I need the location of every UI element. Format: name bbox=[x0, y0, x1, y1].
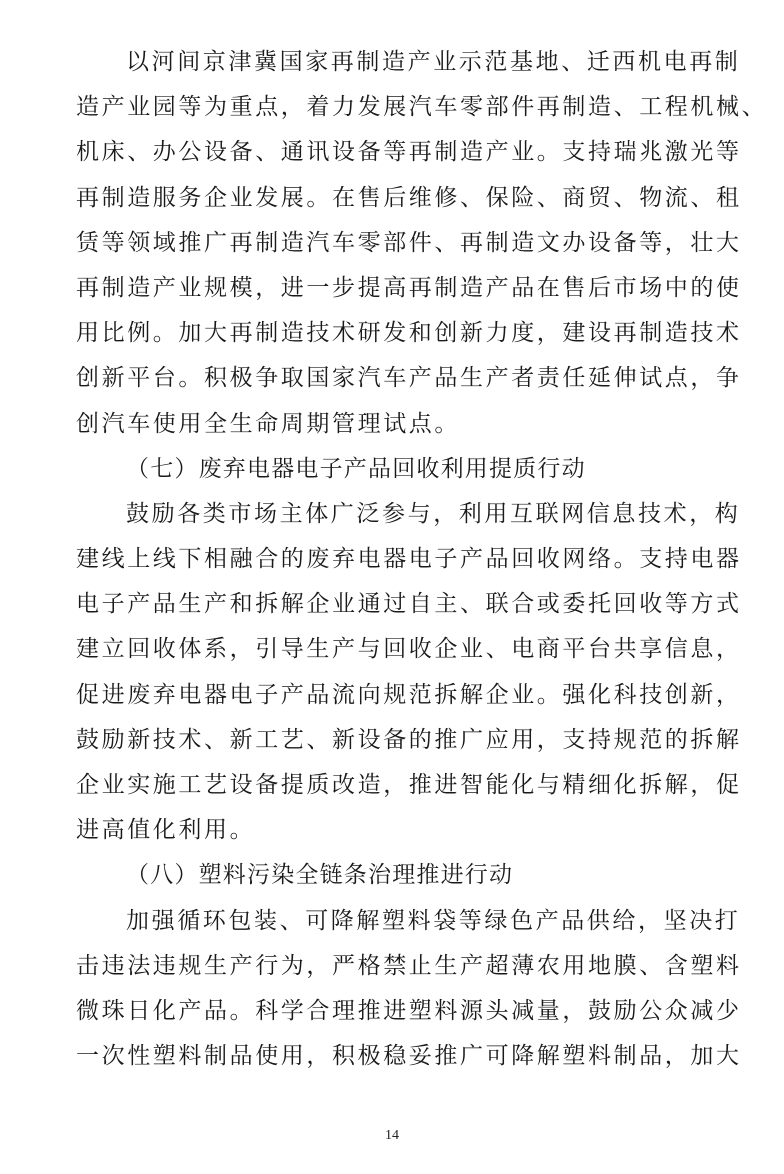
text-line: 一次性塑料制品使用，积极稳妥推广可降解塑料制品，加大 bbox=[76, 1043, 742, 1070]
text-line: 进高值化利用。 bbox=[76, 817, 256, 844]
text-line: 以河间京津冀国家再制造产业示范基地、迁西机电再制 bbox=[126, 49, 741, 75]
text-line: 再制造产业规模，进一步提高再制造产品在售后市场中的使 bbox=[76, 274, 742, 301]
text-line: 鼓励各类市场主体广泛参与，利用互联网信息技术，构 bbox=[126, 500, 741, 527]
text-line: 加强循环包装、可降解塑料袋等绿色产品供给，坚决打 bbox=[126, 907, 741, 934]
text-line: 建立回收体系，引导生产与回收企业、电商平台共享信息， bbox=[76, 636, 742, 663]
document-page bbox=[76, 40, 768, 1079]
paragraph-e-waste bbox=[76, 492, 742, 854]
section-heading-7: （七）废弃电器电子产品回收利用提质行动 bbox=[126, 455, 586, 482]
text-line: 企业实施工艺设备提质改造，推进智能化与精细化拆解，促 bbox=[76, 772, 742, 798]
text-line: 击违法违规生产行为，严格禁止生产超薄农用地膜、含塑料 bbox=[76, 952, 742, 979]
text-line: 电子产品生产和拆解企业通过自主、联合或委托回收等方式 bbox=[76, 591, 742, 618]
text-line: 促进废弃电器电子产品流向规范拆解企业。强化科技创新， bbox=[76, 681, 742, 708]
text-line: 再制造服务企业发展。在售后维修、保险、商贸、物流、租 bbox=[76, 184, 742, 211]
text-line: 机床、办公设备、通讯设备等再制造产业。支持瑞兆激光等 bbox=[76, 139, 742, 166]
text-line: 赁等领域推广再制造汽车零部件、再制造文办设备等，壮大 bbox=[76, 229, 742, 256]
text-line: 鼓励新技术、新工艺、新设备的推广应用，支持规范的拆解 bbox=[76, 726, 742, 753]
text-line: 造产业园等为重点，着力发展汽车零部件再制造、工程机械、 bbox=[76, 94, 768, 121]
page-number: 14 bbox=[385, 1128, 399, 1143]
section-heading-8: （八）塑料污染全链条治理推进行动 bbox=[126, 862, 514, 889]
text-line: 创新平台。积极争取国家汽车产品生产者责任延伸试点，争 bbox=[76, 365, 742, 392]
text-line: 创汽车使用全生命周期管理试点。 bbox=[76, 410, 460, 437]
paragraph-plastic-pollution bbox=[76, 899, 742, 1080]
paragraph-remanufacturing bbox=[76, 40, 768, 447]
text-line: 建线上线下相融合的废弃电器电子产品回收网络。支持电器 bbox=[76, 546, 742, 573]
text-line: 微珠日化产品。科学合理推进塑料源头减量，鼓励公众减少 bbox=[76, 997, 742, 1024]
text-line: 用比例。加大再制造技术研发和创新力度，建设再制造技术 bbox=[76, 320, 742, 347]
